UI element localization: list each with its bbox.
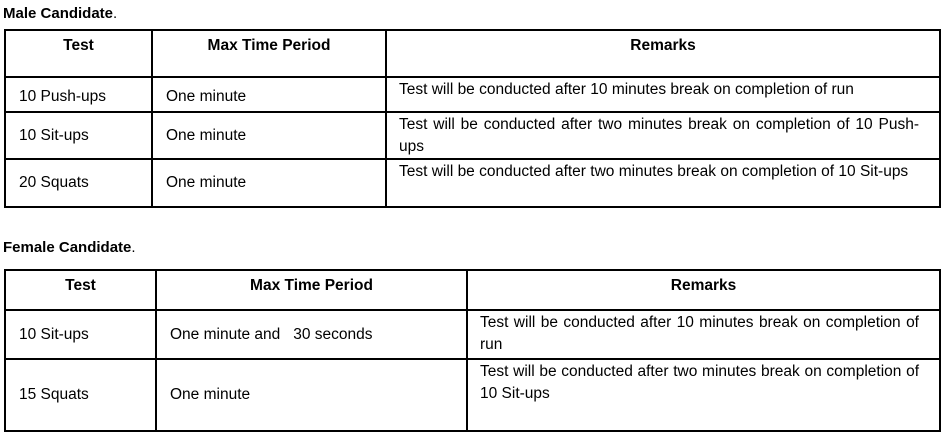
test-cell: 10 Sit-ups — [5, 310, 156, 359]
table-row — [5, 159, 940, 207]
female-header-time: Max Time Period — [156, 270, 467, 310]
test-cell: 10 Sit-ups — [5, 112, 152, 159]
table-row — [5, 77, 940, 112]
time-cell: One minute and 30 seconds — [156, 310, 467, 359]
time-cell: One minute — [156, 359, 467, 431]
table-row — [5, 310, 940, 359]
time-cell: One minute — [152, 112, 386, 159]
female-header-row — [5, 270, 940, 310]
female-heading-period: . — [131, 239, 136, 256]
female-header-remarks: Remarks — [467, 270, 940, 310]
male-header-row — [5, 30, 940, 77]
female-candidate-heading — [3, 239, 136, 257]
male-header-test: Test — [5, 30, 152, 77]
remarks-cell: Test will be conducted after 10 minutes break on completion of run — [467, 310, 940, 359]
test-cell: 15 Squats — [5, 359, 156, 431]
male-header-remarks: Remarks — [386, 30, 940, 77]
male-heading-period: . — [113, 5, 118, 22]
time-cell: One minute — [152, 159, 386, 207]
remarks-cell: Test will be conducted after two minutes break on completion of 10 Sit-ups — [386, 159, 940, 207]
time-cell: One minute — [152, 77, 386, 112]
test-cell: 20 Squats — [5, 159, 152, 207]
female-heading-text: Female Candidate — [3, 239, 132, 256]
table-row — [5, 112, 940, 159]
male-test-table — [4, 29, 941, 208]
remarks-cell: Test will be conducted after two minutes break on completion of 10 Sit-ups — [467, 359, 940, 431]
test-cell: 10 Push-ups — [5, 77, 152, 112]
remarks-cell: Test will be conducted after 10 minutes break on completion of run — [386, 77, 940, 112]
male-header-time: Max Time Period — [152, 30, 386, 77]
male-candidate-heading — [3, 5, 117, 23]
male-heading-text: Male Candidate — [3, 5, 114, 22]
female-header-test: Test — [5, 270, 156, 310]
table-row — [5, 359, 940, 431]
female-test-table — [4, 269, 941, 432]
remarks-cell: Test will be conducted after two minutes break on completion of 10 Push-ups — [386, 112, 940, 159]
